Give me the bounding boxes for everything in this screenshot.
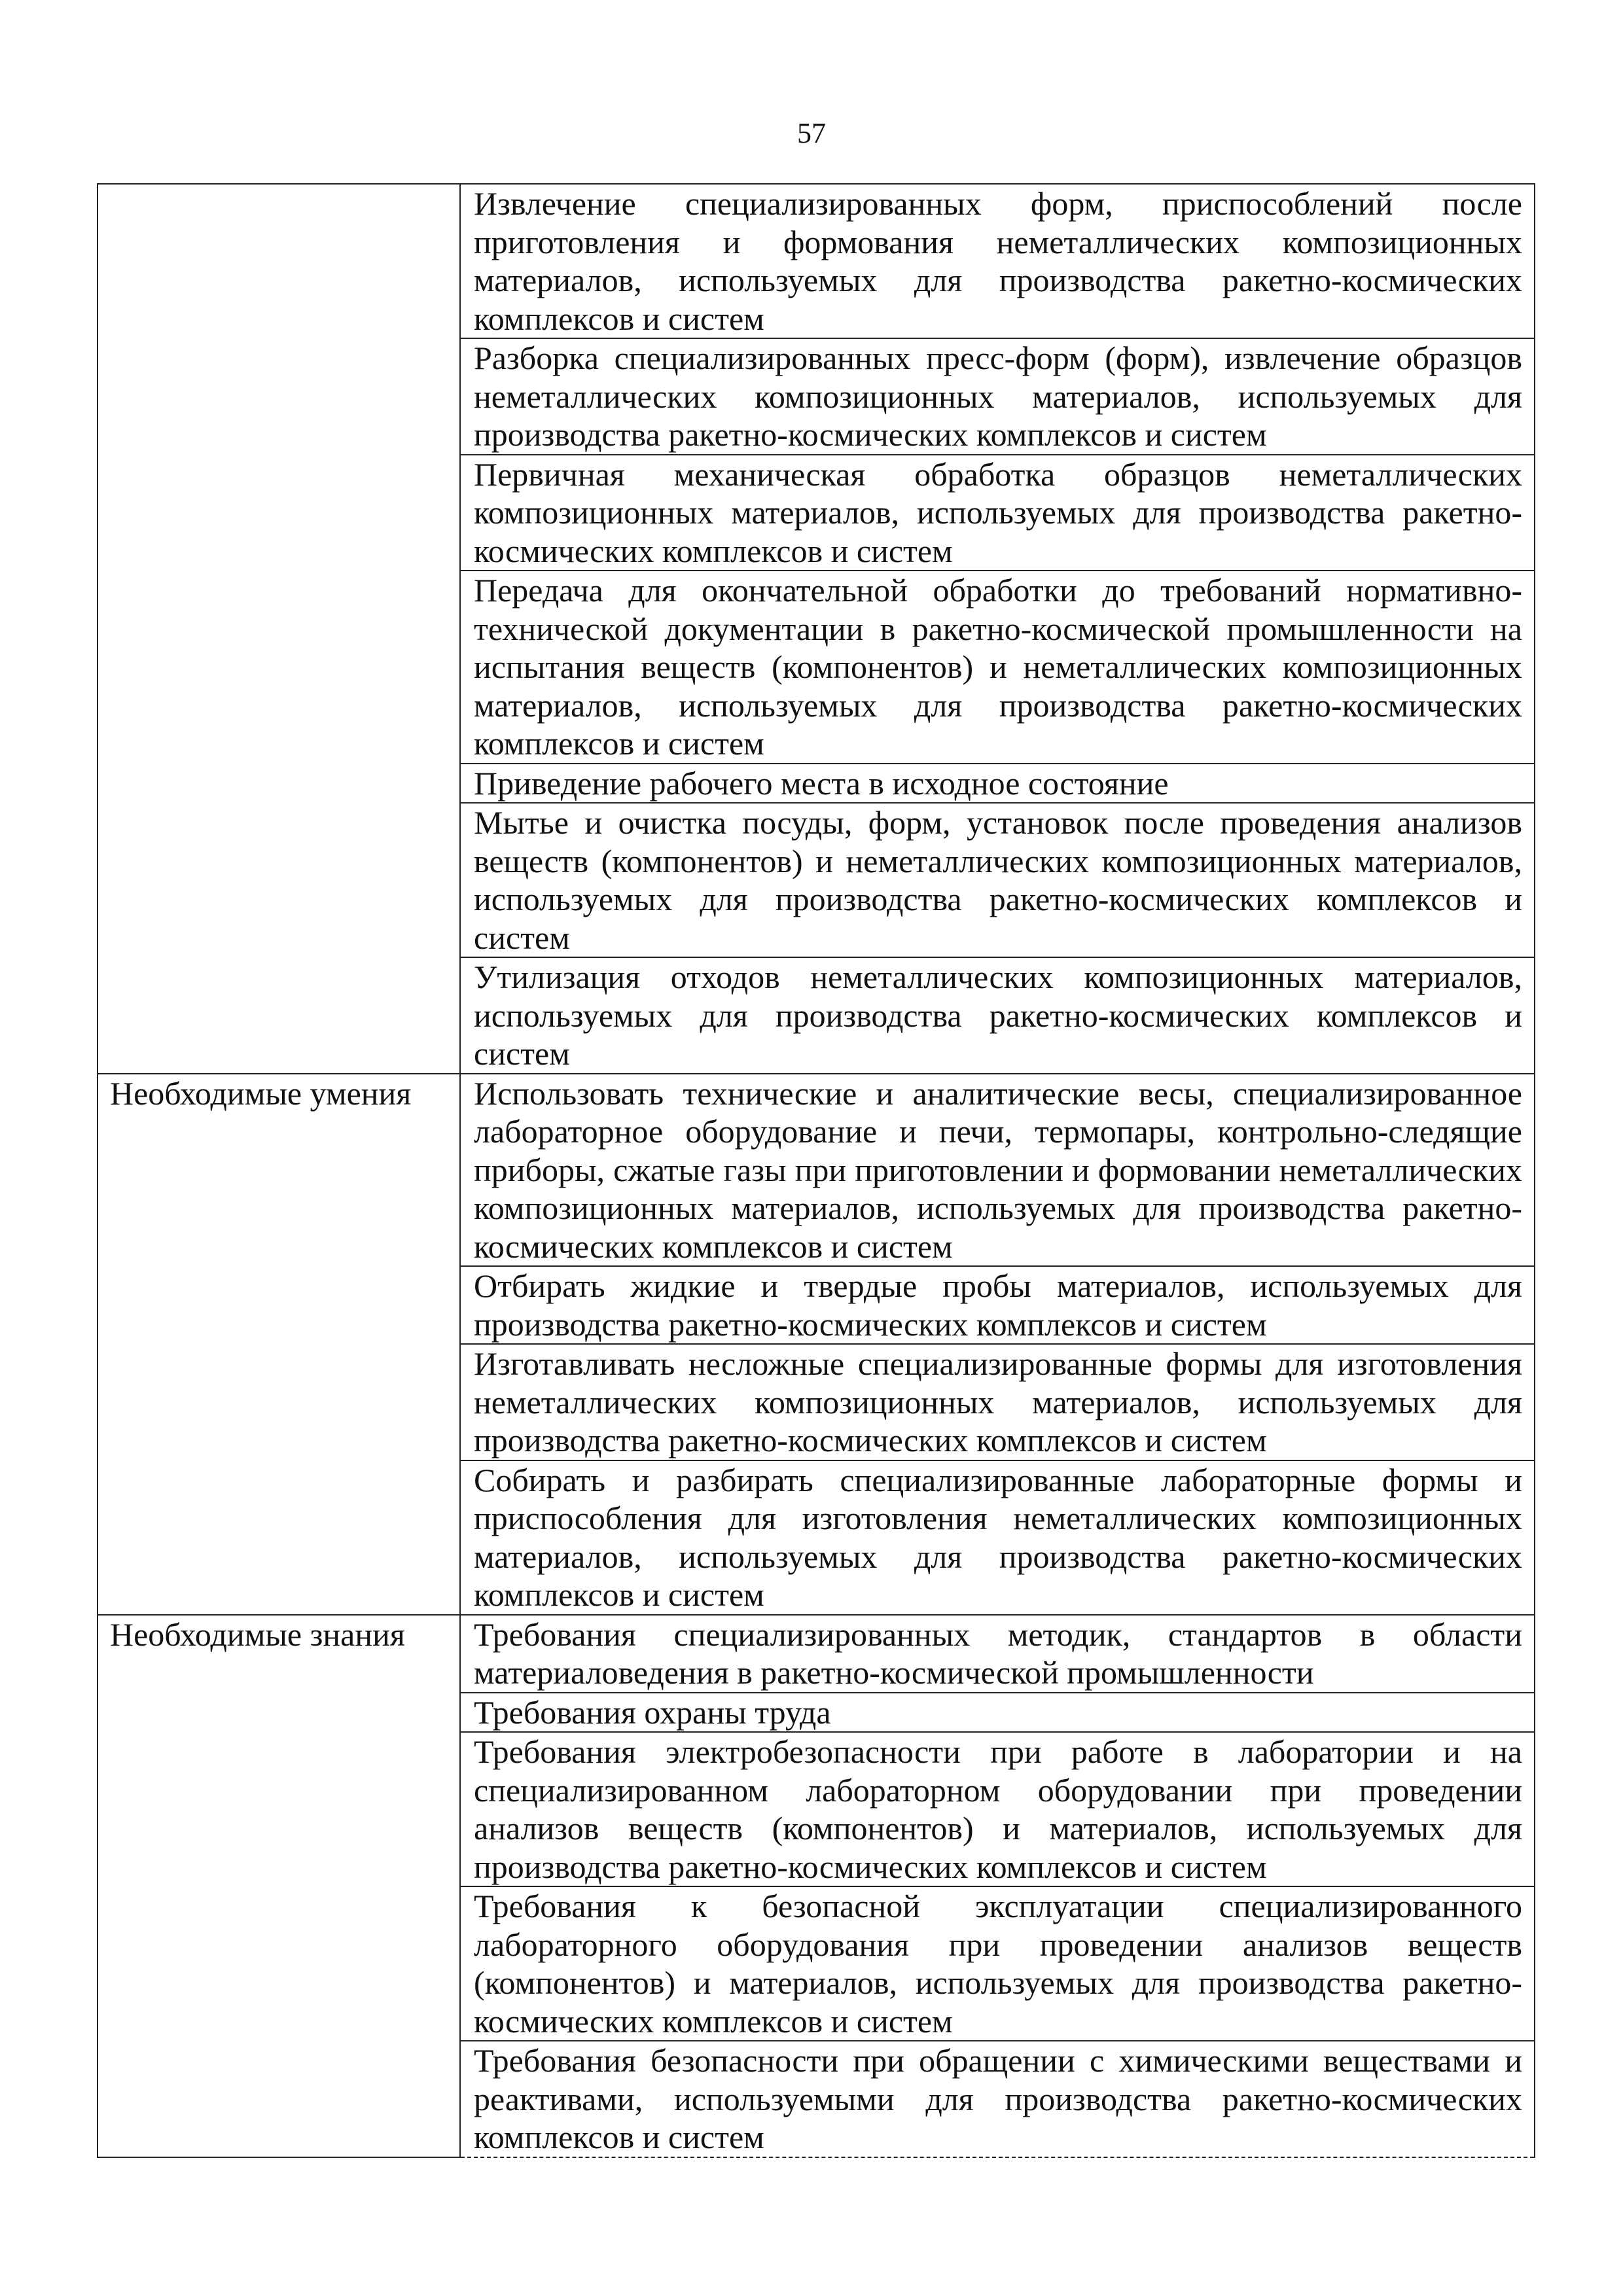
table-cell: Изготавливать несложные специализированные формы для изготовления неметаллических композиционных материалов, используемых для производства ракетно-космических комплексов и систем bbox=[460, 1344, 1535, 1460]
section-label-skills: Необходимые умения bbox=[98, 1074, 460, 1615]
page-number: 57 bbox=[797, 117, 826, 149]
section-label-continuation bbox=[98, 184, 460, 1074]
table-cell: Требования специализированных методик, стандартов в области материаловедения в ракетно-космической промышленности bbox=[460, 1615, 1535, 1693]
table-cell: Извлечение специализированных форм, приспособлений после приготовления и формования неметаллических композиционных материалов, используемых для производства ракетно-космических комплексов и систем bbox=[460, 184, 1535, 338]
requirements-table bbox=[97, 183, 1535, 2158]
table-cell: Передача для окончательной обработки до требований нормативно-технической документации в ракетно-космической промышленности на испытания веществ (компонентов) и неметаллических композиционных материалов, используемых для производства ракетно-космических комплексов и систем bbox=[460, 571, 1535, 764]
table-cell: Первичная механическая обработка образцов неметаллических композиционных материалов, используемых для производства ракетно-космических комплексов и систем bbox=[460, 455, 1535, 571]
table-cell: Требования электробезопасности при работе в лаборатории и на специализированном лабораторном оборудовании при проведении анализов веществ (компонентов) и материалов, используемых для производства ракетно-космических комплексов и систем bbox=[460, 1732, 1535, 1886]
table-cell: Использовать технические и аналитические весы, специализированное лабораторное оборудование и печи, термопары, контрольно-следящие приборы, сжатые газы при приготовлении и формовании неметаллических композиционных материалов, используемых для производства ракетно-космических комплексов и систем bbox=[460, 1074, 1535, 1267]
table-cell: Утилизация отходов неметаллических композиционных материалов, используемых для производства ракетно-космических комплексов и систем bbox=[460, 957, 1535, 1074]
table-cell: Приведение рабочего места в исходное состояние bbox=[460, 764, 1535, 804]
table-cell: Разборка специализированных пресс-форм (форм), извлечение образцов неметаллических композиционных материалов, используемых для производства ракетно-космических комплексов и систем bbox=[460, 338, 1535, 455]
table-cell: Собирать и разбирать специализированные лабораторные формы и приспособления для изготовления неметаллических композиционных материалов, используемых для производства ракетно-космических комплексов и систем bbox=[460, 1460, 1535, 1615]
table-cell: Отбирать жидкие и твердые пробы материалов, используемых для производства ракетно-космических комплексов и систем bbox=[460, 1266, 1535, 1344]
table-cell: Требования безопасности при обращении с химическими веществами и реактивами, используемыми для производства ракетно-космических комплексов и систем bbox=[460, 2041, 1535, 2157]
table-cell: Требования к безопасной эксплуатации специализированного лабораторного оборудования при проведении анализов веществ (компонентов) и материалов, используемых для производства ракетно-космических комплексов и систем bbox=[460, 1886, 1535, 2041]
table-row bbox=[98, 184, 1535, 338]
table-cell: Требования охраны труда bbox=[460, 1693, 1535, 1733]
section-label-knowledge: Необходимые знания bbox=[98, 1615, 460, 2157]
table-cell: Мытье и очистка посуды, форм, установок после проведения анализов веществ (компонентов) и неметаллических композиционных материалов, используемых для производства ракетно-космических комплексов и систем bbox=[460, 803, 1535, 957]
table-row bbox=[98, 1074, 1535, 1267]
table-row bbox=[98, 1615, 1535, 1693]
